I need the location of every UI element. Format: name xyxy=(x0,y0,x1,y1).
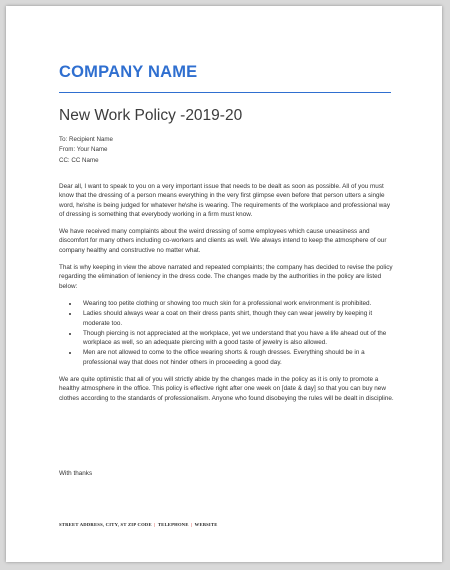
policy-item: • Men are not allowed to come to the office wearing shorts & rough dresses. Everything should be in a professional way that does not hinder others in proceeding a good day. xyxy=(79,348,395,367)
policy-item: • Ladies should always wear a coat on their dress pants shirt, though they can wear jewelry by keeping it moderate too. xyxy=(79,309,395,328)
footer-website: WEBSITE xyxy=(194,522,218,527)
policy-item: • Though piercing is not appreciated at the workplace, yet we understand that you have a life ahead out of the workplace as well, so an adequate piercing with a good taste of jewelry is also allowed. xyxy=(79,329,395,348)
company-name: COMPANY NAME xyxy=(59,63,198,81)
footer-separator: | xyxy=(191,522,193,527)
footer-separator: | xyxy=(154,522,156,527)
footer-telephone: TELEPHONE xyxy=(157,522,189,527)
paragraph-intro: Dear all, I want to speak to you on a very important issue that needs to be dealt as soon as possible. All of you must know that the dressing of a person means everything in the very first glimpse even before that person utters a single word, he\she is being judged for whatever he\she is wearing. The requirements of the workplace and professional way of dressing is something that everybody working in a firm must know. xyxy=(59,183,391,218)
letter-body xyxy=(59,182,395,411)
meta-to: To: Recipient Name xyxy=(59,136,113,143)
footer-contact xyxy=(59,522,218,527)
closing-line: With thanks xyxy=(59,470,93,477)
footer-address: STREET ADDRESS, CITY, ST ZIP CODE xyxy=(59,522,152,527)
paragraph-complaints: We have received many complaints about the weird dressing of some employees which cause uneasiness and discomfort for many others including co-workers and clients as well. We always intend to keep the atmosphere of our company healthy and constructive no matter what. xyxy=(59,228,387,254)
policy-list xyxy=(59,299,395,367)
document-page xyxy=(6,6,442,562)
paragraph-policy-revision: That is why keeping in view the above narrated and repeated complaints; the company has decided to revise the policy regarding the elimination of leniency in the dress code. The changes made by the authorities in the policy are listed below: xyxy=(59,264,393,290)
paragraph-final: We are quite optimistic that all of you will strictly abide by the changes made in the policy as it is only to promote a healthy atmosphere in the office. This policy is effective right after one week on [date & day] so that you can buy new clothes according to the standards of professionalism. Anyone who found disobeying the rules will be dealt in discipline. xyxy=(59,376,394,402)
header-rule xyxy=(59,92,391,93)
meta-cc: CC: CC Name xyxy=(59,156,99,164)
policy-item: • Wearing too petite clothing or showing too much skin for a professional work environment is prohibited. xyxy=(79,299,395,308)
memo-meta xyxy=(59,135,113,166)
meta-from: From: Your Name xyxy=(59,146,108,154)
document-title: New Work Policy -2019-20 xyxy=(59,107,243,124)
